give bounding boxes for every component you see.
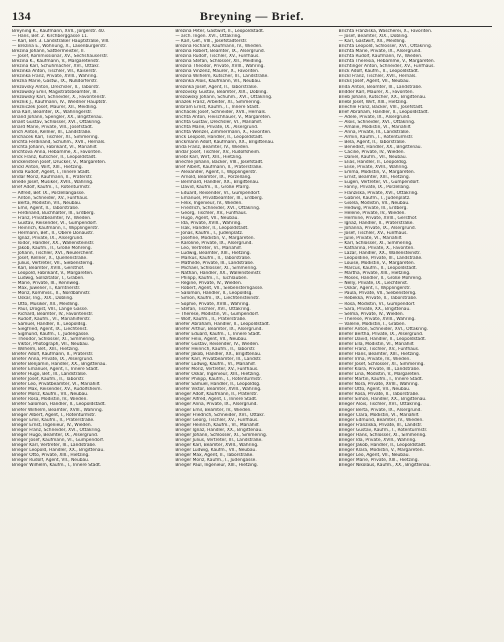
- directory-entry: Brieger Heinrich, Kaufm., VI., Mariahilf.: [175, 422, 260, 428]
- directory-entry: — Leo, Vertreter, VI., Mariahilf.: [175, 246, 242, 252]
- directory-entry: — Josef, Kellner, X., Quellenstraße.: [12, 256, 88, 262]
- directory-entry: — Alfred, Bef. IX., Porzellangasse.: [12, 190, 86, 196]
- directory-entry: — Siegfried, Agent, IX., Liechtenst.: [12, 326, 88, 332]
- directory-entry: Brieger Anna, Private, IX., Alsergrund.: [175, 402, 258, 408]
- directory-entry: — Leopoldine, Private, III., Landstraße.: [338, 256, 423, 262]
- directory-entry: Brezina Karl, Schuhmacher, XVI., Ottakr.: [12, 64, 100, 70]
- directory-entry: Brieger Jakob, Händler, II., Leopoldstadt.: [338, 442, 427, 448]
- directory-entry: — Michael, Schlosser, XI., Simmering.: [175, 266, 258, 272]
- directory-entry: Brieb Johann, Kutscher, XX., Brigittenau.: [338, 94, 427, 100]
- directory-entry: — Isidor, Händler, XX., Wallensteinstr.: [12, 240, 95, 246]
- directory-entry: — Isak, Händler, II., Leopoldstadt.: [175, 225, 249, 231]
- directory-entry: Briefer Samuel, Händler, II., Leopoldsg.: [175, 382, 261, 388]
- directory-entry: Briefer Oskar, Ingenieur, XIII., Hietzing.: [175, 372, 261, 378]
- directory-entry: — Karl, Gef., VIII., Josefstädterstr.: [175, 39, 248, 45]
- directory-entry: Brieger Alois, Tischler, XVI., Ottakring.: [338, 402, 422, 408]
- directory-entry: Brida Anton, Beamter, III., Landstraße.: [338, 84, 423, 90]
- directory-entry: — Fanny, Private, IX., Porzellang.: [338, 185, 411, 191]
- directory-entry: Brezowsky Karl, Schneider, X., Favoritenstr.: [12, 94, 107, 100]
- directory-entry: — Karoline, Private, IX., Alsergrund.: [175, 240, 253, 246]
- directory-entry: Brick Franz, Kutscher, II., Leopoldstadt.: [12, 155, 97, 161]
- directory-entry: Brieger Paul, Ingenieur, XIII., Hietzing.: [175, 463, 258, 469]
- directory-entry: — Lazar, Händler, XX., Wallensteinstr.: [338, 251, 421, 257]
- directory-entry: Briechle Franz, Bäcker, VIII., Josefstadt.: [338, 104, 424, 110]
- directory-entry: Briefer Benjamin, Händler, XX., Brigittenau.: [12, 362, 107, 368]
- directory-entry: Briand Johann, Spengler, XX., Brigittenau.: [12, 114, 103, 120]
- directory-entry: Brief Albert, Kaufmann, II., Praterstraße.: [175, 165, 263, 171]
- directory-entry: — Franz, Privatbeamter, IV., Wieden.: [12, 215, 92, 221]
- directory-entry: — Marie, Private, III., Rennweg.: [12, 281, 80, 287]
- directory-entry: Briard Marie, Private, VIII., Josefstadt.: [12, 124, 94, 130]
- directory-entry: Briefer Emanuel, Agent, I., Innere Stadt.: [12, 367, 100, 373]
- directory-entry: Brieger Moriz, Kaufm., I., Judengasse.: [175, 457, 257, 463]
- page-header: [12, 8, 492, 24]
- directory-entry: Brieger Julius, Vertreter, III., Landstraße.: [175, 437, 263, 443]
- directory-entry: Brieger Karl, Beamter, XVIII., Währing.: [175, 442, 259, 448]
- directory-entry: — Jakob, Kaufm., II., Große Mohreng.: [12, 246, 92, 252]
- directory-entry: — Wilhelm, Bef., XIII., Hietzing.: [12, 346, 80, 352]
- directory-entry: — Theodor, Schlosser, XI., Simmering.: [12, 336, 96, 342]
- directory-entry: Brieger Emil, Kaufm., II., Praterstraße.: [12, 417, 95, 423]
- directory-entry: — Emil, Agent, II., Taborstraße.: [12, 205, 80, 211]
- directory-entry: — Nelly, Private, IX., Liechtenst.: [338, 281, 409, 287]
- directory-entry: — Alois, Schneider, XVI., Ottakring.: [338, 119, 416, 125]
- directory-entry: — Gustav, Reisender, VI., Gumpendorf.: [12, 220, 97, 226]
- directory-entry: Briefer Anton, Schneider, XVI., Ottakring.: [338, 326, 429, 332]
- directory-entry: — Therese, Private, XVIII., Währing.: [338, 316, 416, 322]
- directory-entry: Briefer Felix, Agent, VII., Neubau.: [175, 336, 248, 342]
- directory-entry: Brieger Hans, Schlosser, XI., Simmering.: [338, 432, 427, 438]
- directory-entry: Briefer Nora, Private, XVIII., Währing.: [338, 382, 419, 388]
- directory-entry: — Louise, Modistin, V., Margareten.: [338, 261, 416, 267]
- directory-entry: Briefer Hugo, Bef., III., Landstraße.: [12, 372, 87, 378]
- directory-entry: — Friedrich, Schneider, XVI., Ottakring.: [175, 205, 261, 211]
- directory-entry: Brieger Gustav, Kaufm., I., Rotenturmstr.: [338, 427, 428, 433]
- directory-entry: — Samuel, Händler, II., Leopoldsg.: [12, 321, 87, 327]
- directory-entry: — Therese, Modistin, VI., Gumpendorf.: [175, 311, 259, 317]
- directory-entry: — Elise, Private, XVIII., Währing.: [338, 165, 409, 171]
- directory-entry: — Katharina, Private, X., Favoriten.: [338, 246, 415, 252]
- directory-entry: Brieger Georg, Tischler, XV., Fünfhaus.: [175, 417, 259, 423]
- directory-entry: Brieger Friedrich, Schneider, XVI., Ottakr.: [175, 412, 265, 418]
- directory-entry: Brieger Leo, Agent, VII., Neubau.: [338, 452, 410, 458]
- directory-entry: Brieger Marie, Private, XIII., Hietzing.: [338, 457, 419, 463]
- directory-entry: — Josef, Kommissionär, XV., Sechshauserstr.: [12, 54, 109, 60]
- directory-entry: — Marcus, Kaufm., II., Leopoldstadt.: [338, 266, 417, 272]
- directory-entry: Bridder Karl, Maurer, X., Favoriten.: [338, 89, 414, 95]
- directory-entry: Bria Karl, Beamter, IX., Währingerstr.: [12, 109, 93, 115]
- directory-entry: — Valerie, Modistin, I., Graben.: [338, 321, 406, 327]
- directory-entry: — David, Kaufm., II., Große Pfarrg.: [175, 185, 251, 191]
- directory-entry: — Berta, Modistin, VII., Neubau.: [12, 200, 82, 206]
- directory-entry: Brieger Albert, Agent, I., Rotenturmstr.: [12, 412, 96, 418]
- directory-entry: Brickmann Adolf, Kaufmann, XX., Brigittenau.: [175, 140, 275, 146]
- directory-entry: — Emma, Modistin, V., Margareten.: [338, 170, 416, 176]
- directory-entry: Brichta Ferdinand, Schuhm., XVII., Hernals.: [12, 140, 106, 146]
- directory-entry: — Sigmund, Kaufm., I., Judengasse.: [12, 331, 90, 337]
- directory-entry: Briefer Eduard, Kaufm., I., Innere Stadt.: [175, 331, 262, 337]
- directory-entry: Briefer Simon, Händler, XX., Brigittenau.: [338, 397, 427, 403]
- directory-entry: Briefer Karl, Privatbeamter, III., Landstr.: [175, 357, 262, 363]
- directory-entry: — Armin, Kaufm., I., Rotenturmstr.: [338, 134, 414, 140]
- directory-entry: — Ignaz, Händler, II., Praterstraße.: [338, 220, 414, 226]
- directory-entry: Briefer Irma, Private, IV., Wieden.: [338, 357, 411, 363]
- directory-entry: — Jonas, Kaufm., I., Judenplatz.: [175, 230, 244, 236]
- directory-entry: Brick Leopold, Händler, II., Leopoldstadt.: [175, 134, 264, 140]
- directory-entry: — Elias, Händler, II., Leopoldsg.: [338, 160, 408, 166]
- directory-entry: Bricks Josef, Agent, VII., Neubau.: [338, 79, 410, 85]
- directory-entry: — Hugo, Agent, VII., Neubau.: [175, 215, 239, 221]
- directory-entry: — Martha, Private, XIII., Hietzing.: [338, 271, 411, 277]
- directory-entry: — Stefan, Tischler, XVI., Ottakring.: [175, 306, 251, 312]
- directory-entry: Brief Adolf, Kaufm., I., Rotenturmstr.: [12, 185, 91, 191]
- directory-entry: — Emanuel, Privatbeamter, III., Erdberg.: [175, 195, 264, 201]
- directory-entry: Brieger Wilhelm, Kaufm., I., Innere Stadt.: [12, 463, 102, 469]
- directory-entry: Briefer Abraham, Händler, II., Leopoldstadt.: [175, 321, 271, 327]
- directory-entry: Briefer Otto, Agent, VII., Neubau.: [338, 387, 411, 393]
- column-2: [173, 29, 330, 634]
- directory-entry: Brieger Ignaz, Händler, XX., Brigittenau.: [175, 427, 263, 433]
- directory-entry: Brieger Franz, Schneider, XVI., Ottakring.: [12, 427, 102, 433]
- directory-entry: Brezowsky Johann, Schuhm., XVI., Ottakring.: [175, 94, 273, 100]
- directory-entry: — Eduard, Reisender, VI., Gumpendorf.: [175, 190, 261, 196]
- directory-entry: — Cäcilie, Private, IV., Wieden.: [338, 150, 405, 156]
- directory-entry: — Brezina E., Wohnung, X., Laxenburgerstr.: [12, 44, 107, 50]
- directory-entry: Brieger Berta, Private, IX., Alsergrund.: [338, 407, 422, 413]
- directory-entry: Briefer Lina, Modistin, V., Margareten.: [338, 372, 421, 378]
- directory-entry: — Bernhard, Händler, XX., Brigittenau.: [175, 180, 260, 186]
- directory-entry: Brick Adolf, Kaufm., II., Leopoldstadt.: [338, 69, 420, 75]
- directory-entry: — Hedwig, Private, III., Erdberg.: [338, 205, 408, 211]
- directory-entry: Briede Josef, Musiker, XVIII., Währing.: [12, 180, 94, 186]
- directory-entry: — Josef, Beamter, XIX., Döbling.: [338, 34, 409, 40]
- directory-entry: — Ida, Private, XVIII., Währing.: [175, 220, 242, 226]
- directory-entry: — Markus, Kaufm., II., Taborstraße.: [175, 256, 252, 262]
- directory-entry: — Karl, Beamter, XVIII., Gersthof.: [12, 266, 85, 272]
- directory-entry: Brezina Vinzenz, Maurer, X., Favoriten.: [175, 69, 260, 75]
- directory-entry: Briefer Jakob, Händler, XX., Brigittenau.: [175, 352, 262, 357]
- directory-entry: Brickenstein Josef, Drucker, V., Margareten.: [12, 160, 107, 166]
- directory-entry: Brezowsky Emil, Magistratsbeamter, III.: [12, 89, 98, 95]
- directory-entry: Briefer Adolf, Kaufmann, II., Praterstr.: [12, 352, 94, 357]
- directory-entry: Brezina Wilhelm, Kutscher, III., Landstraße.: [175, 74, 269, 80]
- directory-entry: — Karl, Schlosser, XI., Simmering.: [338, 240, 413, 246]
- directory-entry: Briant Gustav, Schlosser, XVI., Ottakring.: [12, 119, 102, 125]
- directory-entry: Briefer Wilhelm, Beamter, XVIII., Währing.: [12, 407, 103, 413]
- directory-entry: Brich Anton, Kellner, III., Landstraße.: [12, 129, 92, 135]
- directory-entry: Brezinka Anton, Tischler, VII., Kaiserstr.: [12, 69, 97, 75]
- directory-entry: — Daniel, Kaufm., VII., Neubau.: [338, 155, 407, 161]
- directory-entry: Brichta Rudolf, Kaufmann, IV., Wieden.: [338, 54, 423, 60]
- directory-entry: — Rebekka, Private, II., Taborstraße.: [338, 296, 418, 302]
- directory-entry: Brickl Franz, Tischler, XVII., Hernals.: [338, 74, 417, 80]
- directory-entry: Briefer Heinrich, Kaufm., II., Taborstr.: [175, 346, 256, 352]
- directory-entry: — Benedikt, Händler, XX., Brigittenau.: [338, 145, 422, 151]
- directory-entry: Brieger Hugo, Beamter, IX., Alsergrund.: [12, 432, 99, 438]
- directory-entry: — Max, Juwelier, I., Kärntnerstr.: [12, 286, 81, 292]
- directory-entry: Brieger Rudolf, Agent, VII., Neubau.: [12, 457, 90, 463]
- directory-entry: Brieger Clara, Modistin, VI., Mariahilf.: [338, 412, 420, 418]
- directory-entry: Brieger Ida, Private, XVIII., Währing.: [338, 437, 417, 443]
- directory-entry: — Moriz, Kommiss., II., Nordbahnstr.: [12, 291, 91, 297]
- directory-entry: — Gabriel, Kaufm., I., Judenplatz.: [338, 195, 411, 201]
- directory-entry: Briefer Bertha, Private, IX., Alsergrund.: [338, 331, 424, 337]
- directory-entry: — Julius, Vertreter, VII., Siebensterng.: [12, 261, 94, 267]
- directory-entry: Breznik J., Kaufmann, IV., Wiedner Hauptstr.: [12, 99, 107, 105]
- directory-entry: — Philipp, Kaufm., I., Tuchlauben.: [175, 276, 248, 282]
- directory-entry: — Josefine, Modistin, V., Margareten.: [175, 235, 255, 241]
- directory-entry: Brezinka Franz, Private, XVIII., Währing.: [12, 74, 98, 80]
- directory-entry: Briefer Moriz, Kaufm., VII., Neubau.: [12, 392, 89, 398]
- directory-entry: — Gisela, Modistin, VII., Neubau.: [338, 200, 410, 206]
- directory-entry: Brichta Marie, Private, IX., Alsergrund.: [175, 124, 259, 130]
- directory-entry: — Rudolf, Kaufm., VI., Mariahilferstr.: [12, 316, 91, 322]
- directory-entry: Briefer Viktor, Beamter, XVIII., Währing.: [175, 387, 262, 393]
- directory-entry: Briefer Josef, Schlosser, XI., Simmering.: [338, 362, 425, 368]
- directory-entry: Briefer Rosa, Private, II., Taborstraße.: [338, 392, 420, 398]
- directory-entry: — Viktor, Photograph, VII., Neubau.: [12, 341, 90, 347]
- directory-entry: Brezina Robert, Beamter, IX., Alsergrund.: [175, 49, 265, 55]
- directory-entry: Briebl Karl, Wirt, XIII., Hietzing.: [175, 155, 243, 161]
- directory-entry: — Mathilde, Private, III., Landstraße.: [175, 261, 255, 267]
- directory-entry: Brezovsky Anton, Drechsler, II., Taborstr.: [12, 84, 100, 90]
- directory-entry: Briefer Max, Reisender, XV., Rudolfsheim.: [12, 387, 102, 393]
- directory-entry: Brieger Ludwig, Kaufm., VII., Neubau.: [175, 447, 257, 453]
- directory-entry: Brichta Johann, Fabrikant, VI., Mariahilf.: [12, 145, 98, 151]
- directory-entry: Brida Rudolf, Agent, I., Innere Stadt.: [12, 170, 91, 176]
- directory-entry: — arch. Ingen. XVI., Ottakring.: [175, 34, 242, 40]
- directory-entry: — Franziska, Private, XVI., Ottakring.: [338, 190, 419, 196]
- directory-entry: — Robert, Agent, VII., Siebensterngasse.: [175, 286, 264, 292]
- column-1: [10, 29, 167, 634]
- directory-entry: Brezna Marie, Gastw., IX., Nußdorferstr.: [12, 79, 98, 85]
- directory-entry: Briefer Ella, Modistin, VI., Mariahilf.: [338, 341, 415, 347]
- directory-entry: Brieger Josef, Kaufmann, VI., Gumpendorf.: [12, 437, 105, 443]
- directory-entry: — Hans, Bef. 2. Kirchberggasse 11.: [12, 34, 89, 40]
- directory-entry: — Amalie, Modistin, VI., Mariahilf.: [338, 124, 412, 130]
- directory-entry: — Ernst, Beamter, XIII., Hietzing.: [338, 175, 410, 181]
- directory-entry: — Georg, Tischler, XV., Fünfhaus.: [175, 210, 248, 216]
- directory-entry: Briazek Franz, Arbeiter, XI., Simmering.: [175, 99, 261, 105]
- entries-columns: [10, 29, 494, 634]
- directory-entry: — Leopold, Fabrikant, V., Margareten.: [12, 271, 94, 277]
- running-head: Breyning — Brief.: [199, 8, 305, 23]
- directory-entry: — Simon, Kaufm., IX., Liechtensteinstr.: [175, 296, 260, 302]
- directory-entry: Brieger Johann, Schlosser, XI., Simmering.: [175, 432, 268, 438]
- directory-entry: — Karl, Bef. 3. Landstraßer Hauptstraße, VIII.: [12, 39, 110, 45]
- directory-entry: — Ferdinand, Buchhalter, III., Erdberg.: [12, 210, 95, 216]
- directory-entry: Brichta Leopold, Schlosser, XVI., Ottakring.: [338, 44, 433, 50]
- directory-entry: — Oskar, Ing., XIX., Döbling.: [12, 296, 74, 302]
- directory-entry: Bridar Moriz, Kaufmann, II., Praterstr.: [12, 175, 93, 181]
- directory-entry: Briefer David, Händler, II., Leopoldstadt.: [338, 336, 427, 342]
- directory-entry: Brieger Otto, Private, XIII., Hietzing.: [12, 452, 90, 458]
- directory-entry: Bridar Josef, Tischler, XV., Rudolfsheim.: [175, 150, 261, 156]
- directory-entry: Briefer Rosa, Modistin, IV., Wieden.: [12, 397, 88, 403]
- directory-entry: Brief Abraham, Händler, II., Leopoldstadt.: [338, 109, 429, 115]
- directory-entry: Brichtinger Anton, Schneider, XV., Fünfhaus.: [338, 64, 435, 70]
- directory-entry: Brickl Anton, Wirt, XIII., Hietzing.: [12, 165, 83, 171]
- directory-entry: — Felix, Ingenieur, IV., Wieden.: [175, 200, 243, 206]
- directory-entry: Brieger Alfred, Agent, I., Innere Stadt.: [175, 397, 258, 403]
- directory-entry: Brieger Franziska, Private, III., Landstr.: [338, 422, 423, 428]
- directory-entry: — Rosa, Modistin, VI., Gumpendorf.: [338, 301, 416, 307]
- directory-entry: Brieger Edmund, Beamter, IV., Wieden.: [338, 417, 424, 423]
- directory-entry: Brieger Klara, Modistin, V., Margareten.: [338, 447, 424, 453]
- directory-entry: Brida Franz, Beamter, IV., Wieden.: [175, 145, 250, 151]
- directory-entry: Brezina Johann, Sattlermeister, II.: [12, 49, 85, 55]
- directory-entry: — Oskar, Agent, I., Wipplingerstr.: [338, 286, 411, 292]
- directory-entry: Briefer Franz, Tischler, XV., Fünfhaus.: [338, 346, 420, 352]
- directory-entry: Brezina Stefan, Schlosser, XII., Meidling.: [175, 59, 263, 65]
- directory-entry: Briefer Gustav, Reisender, IV., Wieden.: [175, 341, 260, 347]
- directory-entry: — Moses, Händler, II., Große Mohreng.: [338, 276, 423, 282]
- directory-entry: — Hermann, Bef., II., Obere Donaustr.: [12, 230, 94, 236]
- directory-entry: — Adele, Private, IX., Alsergrund.: [338, 114, 411, 120]
- directory-entry: — Johanna, Private, IX., Alsergrund.: [338, 225, 416, 231]
- directory-entry: Brieger Nikolaus, Kaufm., XX., Brigittenau.: [338, 463, 431, 469]
- directory-entry: Brichta Wenzel, Zimmermann, X., Favoriten.: [175, 129, 272, 135]
- directory-entry: Brichtova Anna, Hebamme, X., Favoriten.: [12, 150, 102, 156]
- directory-entry: — Karl, Gastwirt, XII., Meidling.: [338, 39, 406, 45]
- page-number: 134: [12, 8, 31, 23]
- directory-entry: Brichacek Karl, Tischler, XI., Simmering.: [12, 134, 99, 140]
- directory-entry: — Ludwig, Sollizitator, I., Graben.: [12, 276, 85, 282]
- directory-entry: Brieger Karl, Vertreter, III., Landstraße.: [12, 442, 97, 448]
- directory-entry: Briefer Hans, Beamter, XIII., Hietzing.: [338, 352, 421, 357]
- directory-entry: Briefer Philipp, Kaufm., I., Rotenturmstr.: [175, 377, 262, 383]
- directory-entry: — Bela, Agent, II., Taborstraße.: [338, 140, 406, 146]
- directory-entry: Brezina Peter, Gastwirt, II., Leopoldstadt.: [175, 29, 265, 34]
- directory-entry: Brieger Ernst, Ingenieur, IV., Wieden.: [12, 422, 93, 428]
- directory-entry: Brezina Rudolf, Tischler, XV., Fünfhaus.: [175, 54, 260, 60]
- directory-entry: — Salomon, Händler, II., Leopoldsg.: [175, 291, 253, 297]
- directory-entry: — Eugen, Vertreter, VI., Gumpendorf.: [338, 180, 420, 186]
- directory-entry: Briefer Arthur, Beamter, IX., Alsergrund.: [175, 326, 263, 332]
- column-3: [337, 29, 494, 634]
- directory-entry: Briebl Josef, Wirt, XIII., Hietzing.: [338, 99, 408, 105]
- directory-entry: Brezinka Alois, Kaufmann, VII., Neubau.: [175, 79, 262, 85]
- directory-entry: — Anna, Private, III., Landstraße.: [338, 129, 410, 135]
- directory-entry: Briefer Klara, Private, III., Landstraße.: [338, 367, 421, 373]
- directory-entry: Briefer Moriz, Vertreter, XV., Fünfhaus.: [175, 367, 259, 373]
- directory-entry: Brezovsky Gustav, Beamter, XIX., Döbling.: [175, 89, 268, 95]
- directory-entry: — Anton, Schneider, XV., Fünfhaus.: [12, 195, 89, 201]
- directory-entry: Brieger Max, Agent, II., Taborstraße.: [175, 452, 254, 458]
- directory-entry: Brichta Marie, Private, IX., Alsergrund.: [338, 49, 422, 55]
- directory-entry: Briefer Ludwig, Kaufm., VI., Mariahilf.: [175, 362, 256, 368]
- directory-entry: — Paul, Drogist, VIII., Lange Gasse.: [12, 306, 89, 312]
- directory-entry: Brezina Richard, Kaufmann, IV., Wieden.: [175, 44, 263, 50]
- directory-entry: Brichta Franziska, Wäscherei, X., Favoriten.: [338, 29, 433, 34]
- directory-entry: Briefer Anna, Private, IX., Alsergrund.: [12, 357, 94, 363]
- directory-entry: — Arnold, Beamter, IX., Porzellang.: [175, 175, 252, 181]
- directory-entry: — Sara, Private, XX., Brigittenau.: [338, 306, 411, 312]
- directory-entry: Briefer Josef, Kaufm., II., Taborstr.: [12, 377, 85, 383]
- directory-entry: — Sophie, Private, XVIII., Währing.: [175, 301, 250, 307]
- directory-entry: — Helene, Private, IV., Wieden.: [338, 210, 406, 216]
- header-rule: [12, 26, 492, 27]
- directory-entry: — Paula, Private, VII., Siebensterng.: [338, 291, 417, 297]
- directory-entry: Brichta Gustav, Drechsler, VI., Mariahilf.: [175, 119, 263, 125]
- directory-entry: Breyning K., Kaufmann, XVII., Jörgerstr. 40.: [12, 29, 106, 34]
- directory-entry: — Julie, Private, VI., Mariahilf.: [338, 235, 403, 241]
- directory-entry: Brezinka Josef, Agent, II., Taborstraße.: [175, 84, 258, 90]
- directory-entry: Brieger Leopold, Händler, XX., Brigittenau.: [12, 447, 105, 453]
- directory-entry: — Johann, Tischler, XVI., Neulerchenf.: [12, 251, 94, 257]
- directory-entry: Brieger Adolf, Kaufmann, II., Praterstr.: [175, 392, 258, 398]
- directory-entry: Briefer Leo, Privatbeamter, VI., Mariahilf.: [12, 382, 101, 388]
- directory-entry: Brichta Theresia, Hebamme, V., Margareten.: [338, 59, 436, 65]
- directory-entry: Briechle Johann, Bäcker, VIII., Josefstadt.: [175, 160, 264, 166]
- directory-entry: Briefer Salomon, Händler, II., Leopoldstadt.: [12, 402, 106, 408]
- directory-entry: — Ludwig, Beamter, XIII., Hietzing.: [175, 251, 251, 257]
- directory-entry: — Alexander, Agent, I., Wipplingerstr.: [175, 170, 257, 176]
- directory-entry: Bribram Ernst, Kaufm., I., Innere Stadt.: [175, 104, 260, 110]
- directory-entry: Brichta Anton, Fleischhauer, V., Margareten.: [175, 114, 272, 120]
- directory-entry: — Otto, Musiker, XII., Meidling.: [12, 301, 79, 307]
- directory-entry: Brezina K., Kaufmann, V., Margaretenstr.: [12, 59, 100, 65]
- directory-entry: — Richard, Beamter, IV., Favoritenstr.: [12, 311, 94, 317]
- directory-entry: — Regine, Private, IV., Wieden.: [175, 281, 243, 287]
- directory-entry: — Selma, Private, IV., Wieden.: [338, 311, 405, 317]
- directory-entry: Brieger Emil, Beamter, IV., Wieden.: [175, 407, 252, 413]
- directory-entry: — Nathan, Händler, XX., Wallensteinstr.: [175, 271, 262, 277]
- directory-entry: — Hermine, Private, XVIII., Gersthof.: [338, 215, 418, 221]
- directory-entry: Brichacek Josef, Schneider, XVII., Hernals.: [175, 109, 267, 115]
- directory-entry: — Ignaz, Private, IX., Alsergrund.: [12, 235, 84, 241]
- directory-entry: Brezniczek Josef, Maurer, XII., Meidling.: [12, 104, 98, 110]
- directory-entry: — Heinrich, Kaufmann, I., Wipplingerstr.: [12, 225, 99, 231]
- directory-entry: — Josef, Tischler, XV., Fünfhaus.: [338, 230, 408, 236]
- directory-entry: Brezina Theodor, Private, XVIII., Währing.: [175, 64, 265, 70]
- directory-entry: Briefer Martin, Kaufm., I., Innere Stadt.: [338, 377, 423, 383]
- directory-entry: — Wolf, Kaufm., II., Praterstraße.: [175, 316, 247, 322]
